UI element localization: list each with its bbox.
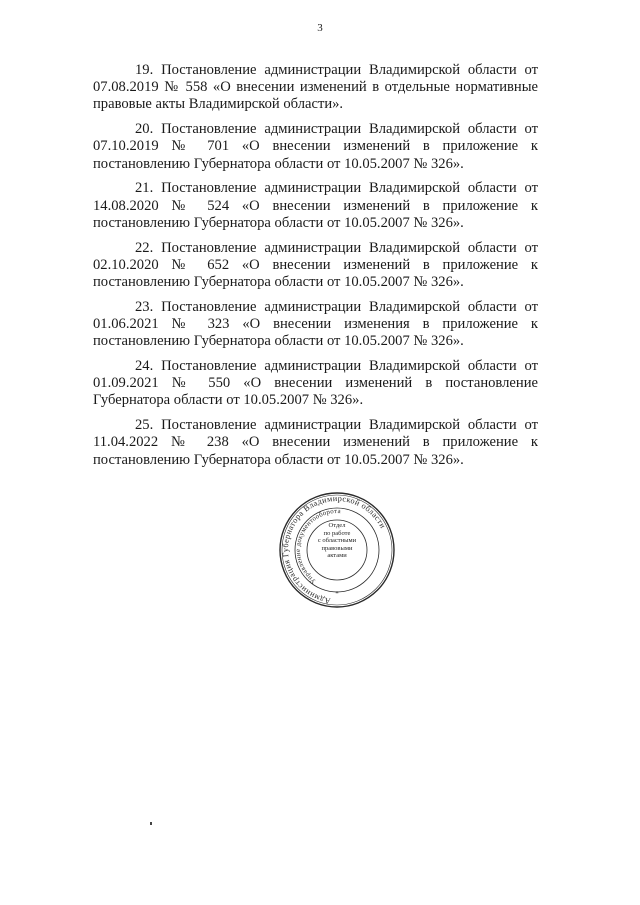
ink-dot	[150, 822, 152, 825]
stamp-outer-text: Администрация Губернатора Владимирской области	[280, 493, 388, 606]
list-item: 24. Постановление администрации Владимирской области от 01.09.2021 № 550 «О внесении изменений в постановление Губернатора области от 10.05.2007 № 326».	[93, 358, 538, 409]
page-number: 3	[317, 22, 323, 34]
official-stamp	[277, 490, 397, 610]
stamp-star-icon: *	[335, 590, 339, 598]
list-item: 23. Постановление администрации Владимирской области от 01.06.2021 № 323 «О внесении изменения в приложение к постановлению Губернатора области от 10.05.2007 № 326».	[93, 298, 538, 350]
list-item: 25. Постановление администрации Владимирской области от 11.04.2022 № 238 «О внесении изменений в приложение к постановлению Губернатора области от 10.05.2007 № 326».	[93, 417, 538, 468]
list-item: 20. Постановление администрации Владимирской области от 07.10.2019 № 701 «О внесении изменений в приложение к постановлению Губернатора области от 10.05.2007 № 326».	[93, 121, 538, 172]
list-item: 22. Постановление администрации Владимирской области от 02.10.2020 № 652 «О внесении изменений в приложение к постановлению Губернатора области от 10.05.2007 № 326».	[93, 239, 538, 291]
stamp-center-text: Отдел по работе с областными правовыми актами	[317, 522, 357, 560]
stamp-inner-text: Управление документооборота	[294, 507, 342, 585]
list-item: 19. Постановление администрации Владимирской области от 07.08.2019 № 558 «О внесении изменений в отдельные нормативные правовые акты Владимирской области».	[93, 62, 538, 113]
list-item: 21. Постановление администрации Владимирской области от 14.08.2020 № 524 «О внесении изменений в приложение к постановлению Губернатора области от 10.05.2007 № 326».	[93, 180, 538, 231]
document-list	[93, 62, 538, 476]
